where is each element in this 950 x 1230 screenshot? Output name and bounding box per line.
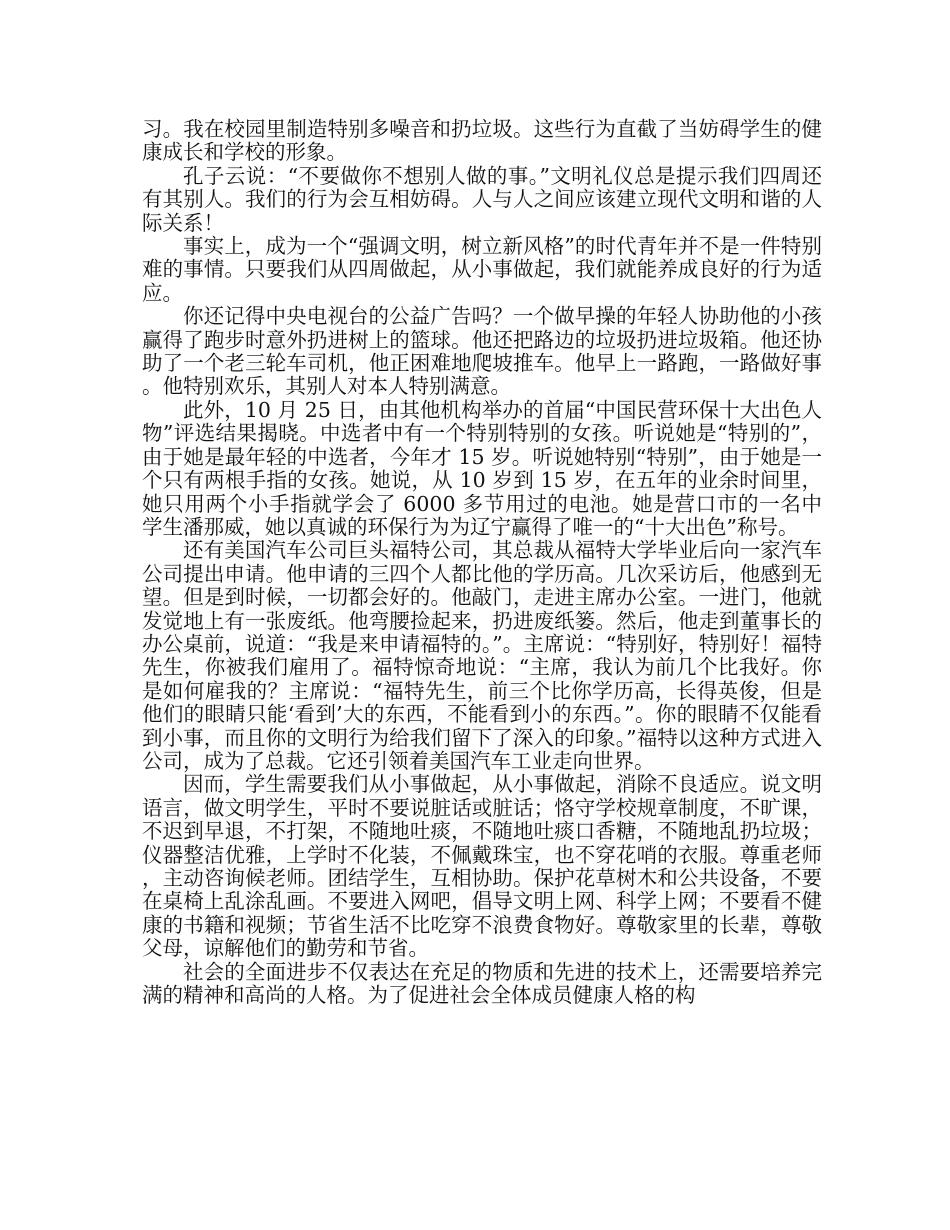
paragraph-2: 孔子云说：“不要做你不想别人做的事。”文明礼仪总是提示我们四周还有其别人。我们的行为会互相妨碍。人与人之间应该建立现代文明和谐的人际关系！: [142, 163, 822, 235]
paragraph-7: 因而，学生需要我们从小事做起，从小事做起，消除不良适应。说文明语言，做文明学生，平时不要说脏话或脏话；恪守学校规章制度，不旷课，不迟到早退，不打架，不随地吐痰，不随地吐痰口香糖，不随地乱扔垃圾；仪器整洁优雅，上学时不化装，不佩戴珠宝，也不穿花哨的衣服。尊重老师，主动咨询候老师。团结学生，互相协助。保护花草树木和公共设备，不要在桌椅上乱涂乱画。不要进入网吧，倡导文明上网、科学上网；不要看不健康的书籍和视频；节省生活不比吃穿不浪费食物好。尊敬家里的长辈，尊敬父母，谅解他们的勤劳和节省。: [142, 772, 822, 961]
paragraph-5: 此外，10 月 25 日，由其他机构举办的首届“中国民营环保十大出色人物”评选结果揭晓。中选者中有一个特别特别的女孩。听说她是“特别的”，由于她是最年轻的中选者，今年才 15 岁。听说她特别“特别”，由于她是一个只有两根手指的女孩。她说，从 10 岁到 15 岁，在五年的业余时间里，她只用两个小手指就学会了 6000 多节用过的电池。她是营口市的一名中学生潘那威，她以真诚的环保行为为辽宁赢得了唯一的“十大出色”称号。: [142, 397, 822, 539]
paragraph-8: 社会的全面进步不仅表达在充足的物质和先进的技术上，还需要培养完满的精神和高尚的人格。为了促进社会全体成员健康人格的构: [142, 959, 822, 1008]
paragraph-3: 事实上，成为一个“强调文明，树立新风格”的时代青年并不是一件特别难的事情。只要我们从四周做起，从小事做起，我们就能养成良好的行为适应。: [142, 234, 822, 305]
paragraph-1: 习。我在校园里制造特别多噪音和扔垃圾。这些行为直截了当妨碍学生的健康成长和学校的形象。: [142, 117, 822, 165]
paragraph-4: 你还记得中央电视台的公益广告吗？一个做早操的年轻人协助他的小孩赢得了跑步时意外扔进树上的篮球。他还把路边的垃圾扔进垃圾箱。他还协助了一个老三轮车司机，他正困难地爬坡推车。他早上一路跑，一路做好事。他特别欢乐，其别人对本人特别满意。: [142, 304, 822, 399]
paragraph-6: 还有美国汽车公司巨头福特公司，其总裁从福特大学毕业后向一家汽车公司提出申请。他申请的三四个人都比他的学历高。几次采访后，他感到无望。但是到时候，一切都会好的。他敲门，走进主席办公室。一进门，他就发觉地上有一张废纸。他弯腰捡起来，扔进废纸篓。然后，他走到董事长的办公桌前，说道：“我是来申请福特的。”。主席说：“特别好，特别好！福特先生，你被我们雇用了。福特惊奇地说：“主席，我认为前几个比我好。你是如何雇我的？主席说：“福特先生，前三个比你学历高，长得英俊，但是他们的眼睛只能‘看到’大的东西，不能看到小的东西。”。你的眼睛不仅能看到小事，而且你的文明行为给我们留下了深入的印象。”福特以这种方式进入公司，成为了总裁。它还引领着美国汽车工业走向世界。: [142, 538, 822, 773]
document-page: [142, 118, 822, 1007]
